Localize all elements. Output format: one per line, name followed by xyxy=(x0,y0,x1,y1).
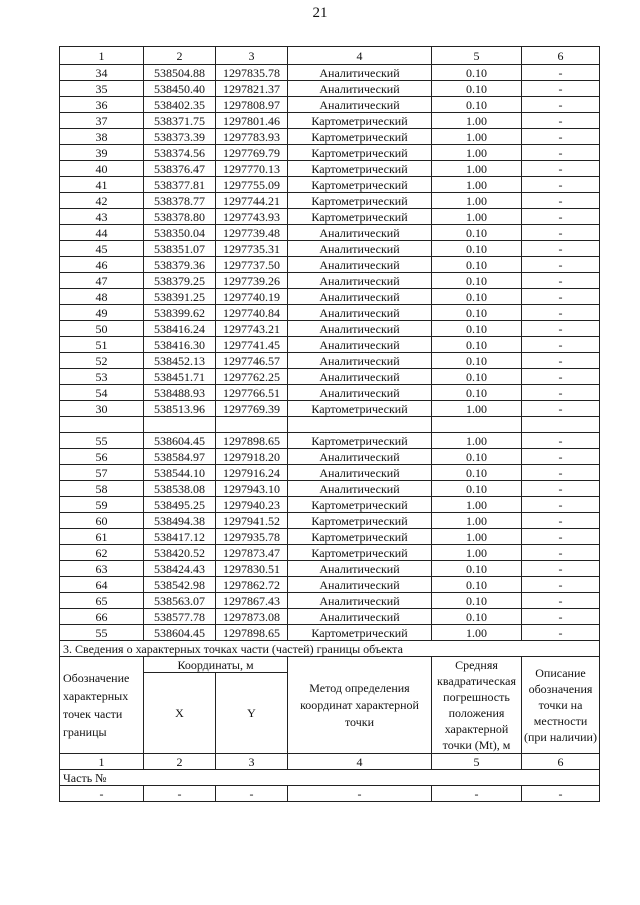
table-cell: 0.10 xyxy=(432,465,522,481)
table-cell: 1297898.65 xyxy=(216,625,288,641)
description-header: Описание обозначения точки на местности (при наличии) xyxy=(522,657,600,754)
table-cell: 1297801.46 xyxy=(216,113,288,129)
table-cell: 1.00 xyxy=(432,177,522,193)
table-cell xyxy=(432,417,522,433)
table-cell: - xyxy=(522,433,600,449)
table-cell: 1297743.93 xyxy=(216,209,288,225)
table-header-cell: 1 xyxy=(60,47,144,65)
page-number: 21 xyxy=(312,5,328,21)
table-cell: 1.00 xyxy=(432,209,522,225)
table-cell: Картометрический xyxy=(288,161,432,177)
table-cell: 57 xyxy=(60,465,144,481)
table-cell: 1.00 xyxy=(432,129,522,145)
table-cell: 1297918.20 xyxy=(216,449,288,465)
table-cell: 42 xyxy=(60,193,144,209)
table-cell: Аналитический xyxy=(288,81,432,97)
table-cell: Аналитический xyxy=(288,225,432,241)
table-cell: 538371.75 xyxy=(144,113,216,129)
table-cell: 0.10 xyxy=(432,449,522,465)
table-cell: Аналитический xyxy=(288,65,432,81)
table-cell: - xyxy=(522,786,600,802)
column-number: 2 xyxy=(144,754,216,770)
table-cell: Аналитический xyxy=(288,449,432,465)
table-cell: 538376.47 xyxy=(144,161,216,177)
table-cell: 0.10 xyxy=(432,81,522,97)
table-cell: 538416.24 xyxy=(144,321,216,337)
table-cell: 1297755.09 xyxy=(216,177,288,193)
table-cell: 1297821.37 xyxy=(216,81,288,97)
table-row xyxy=(60,481,600,497)
table-cell: 0.10 xyxy=(432,65,522,81)
table-cell: 538504.88 xyxy=(144,65,216,81)
table-row xyxy=(60,577,600,593)
table-row xyxy=(60,465,600,481)
table-cell: 538373.39 xyxy=(144,129,216,145)
table-cell: - xyxy=(522,65,600,81)
table-cell: 538513.96 xyxy=(144,401,216,417)
point-name-header: Обозначение характерных точек части границы xyxy=(60,657,144,754)
table-cell: 1.00 xyxy=(432,113,522,129)
table-cell: Картометрический xyxy=(288,513,432,529)
table-cell: 1297744.21 xyxy=(216,193,288,209)
table-header-cell: 4 xyxy=(288,47,432,65)
table-cell: - xyxy=(432,786,522,802)
table-cell: Картометрический xyxy=(288,113,432,129)
table-cell: 538402.35 xyxy=(144,97,216,113)
table-cell: 538379.36 xyxy=(144,257,216,273)
table-cell: - xyxy=(522,81,600,97)
table-cell: 1297783.93 xyxy=(216,129,288,145)
table-cell: - xyxy=(522,577,600,593)
table-cell: Аналитический xyxy=(288,353,432,369)
table-cell: - xyxy=(522,161,600,177)
table-cell: 538351.07 xyxy=(144,241,216,257)
table-cell: 538391.25 xyxy=(144,289,216,305)
table-cell: 538424.43 xyxy=(144,561,216,577)
table-cell: Аналитический xyxy=(288,97,432,113)
table-cell: 63 xyxy=(60,561,144,577)
table-cell: - xyxy=(60,786,144,802)
table-cell: Картометрический xyxy=(288,177,432,193)
table-cell: 30 xyxy=(60,401,144,417)
table-cell: - xyxy=(522,321,600,337)
table-row xyxy=(60,97,600,113)
table-cell: Аналитический xyxy=(288,609,432,625)
table-cell: 0.10 xyxy=(432,561,522,577)
table-row xyxy=(60,225,600,241)
table-cell: 0.10 xyxy=(432,289,522,305)
coordinates-table xyxy=(59,46,600,802)
table-cell: - xyxy=(522,561,600,577)
table-cell: - xyxy=(522,401,600,417)
table-row xyxy=(60,353,600,369)
column-number: 3 xyxy=(216,754,288,770)
table-cell xyxy=(60,417,144,433)
table-cell: 37 xyxy=(60,113,144,129)
table-cell: 0.10 xyxy=(432,369,522,385)
table-cell: 50 xyxy=(60,321,144,337)
table-row xyxy=(60,337,600,353)
table-cell: 56 xyxy=(60,449,144,465)
table-cell: - xyxy=(144,786,216,802)
table-cell: 538538.08 xyxy=(144,481,216,497)
table-cell: - xyxy=(522,337,600,353)
coordinates-table-body xyxy=(60,47,600,802)
table-cell: 538374.56 xyxy=(144,145,216,161)
table-cell: Картометрический xyxy=(288,209,432,225)
section-header-row xyxy=(60,657,600,673)
table-cell: 1297769.79 xyxy=(216,145,288,161)
table-cell: Аналитический xyxy=(288,465,432,481)
table-row xyxy=(60,385,600,401)
y-header: Y xyxy=(216,673,288,754)
table-cell: 1297762.25 xyxy=(216,369,288,385)
table-cell: 1297898.65 xyxy=(216,433,288,449)
accuracy-header: Средняя квадратическая погрешность положения характерной точки (Mt), м xyxy=(432,657,522,754)
table-cell: 1297743.21 xyxy=(216,321,288,337)
table-cell: - xyxy=(522,97,600,113)
table-cell: 43 xyxy=(60,209,144,225)
table-cell: 538488.93 xyxy=(144,385,216,401)
table-cell: - xyxy=(522,273,600,289)
table-cell: 1297873.08 xyxy=(216,609,288,625)
table-cell: 1297862.72 xyxy=(216,577,288,593)
table-cell: 538577.78 xyxy=(144,609,216,625)
table-cell: Аналитический xyxy=(288,305,432,321)
table-row xyxy=(60,129,600,145)
table-cell: Аналитический xyxy=(288,385,432,401)
table-row xyxy=(60,561,600,577)
table-cell: - xyxy=(522,481,600,497)
table-row xyxy=(60,497,600,513)
coordinates-header: Координаты, м xyxy=(144,657,288,673)
table-cell: Картометрический xyxy=(288,529,432,545)
table-cell: - xyxy=(522,145,600,161)
table-cell: 47 xyxy=(60,273,144,289)
table-cell: 538451.71 xyxy=(144,369,216,385)
table-cell: 538450.40 xyxy=(144,81,216,97)
table-cell: - xyxy=(522,193,600,209)
table-cell: 538584.97 xyxy=(144,449,216,465)
column-number: 5 xyxy=(432,754,522,770)
table-cell: Аналитический xyxy=(288,289,432,305)
table-cell: 0.10 xyxy=(432,305,522,321)
table-cell: 0.10 xyxy=(432,97,522,113)
table-cell: 40 xyxy=(60,161,144,177)
table-cell: 1297867.43 xyxy=(216,593,288,609)
table-cell: 60 xyxy=(60,513,144,529)
table-cell xyxy=(144,417,216,433)
table-row xyxy=(60,529,600,545)
table-cell: 1297808.97 xyxy=(216,97,288,113)
table-cell: - xyxy=(522,209,600,225)
table-cell: Картометрический xyxy=(288,145,432,161)
table-cell: 1.00 xyxy=(432,625,522,641)
table-cell: 41 xyxy=(60,177,144,193)
table-cell: 59 xyxy=(60,497,144,513)
table-cell: 0.10 xyxy=(432,273,522,289)
table-cell: 1297769.39 xyxy=(216,401,288,417)
table-cell: 62 xyxy=(60,545,144,561)
table-row xyxy=(60,289,600,305)
table-cell: 538379.25 xyxy=(144,273,216,289)
table-cell: 0.10 xyxy=(432,321,522,337)
table-cell: 0.10 xyxy=(432,241,522,257)
table-cell: 1297740.84 xyxy=(216,305,288,321)
table-cell: 36 xyxy=(60,97,144,113)
table-cell: 1.00 xyxy=(432,193,522,209)
section-title: 3. Сведения о характерных точках части (частей) границы объекта xyxy=(60,641,600,657)
table-cell: Аналитический xyxy=(288,593,432,609)
table-cell: - xyxy=(522,353,600,369)
table-cell: Аналитический xyxy=(288,321,432,337)
table-cell: 39 xyxy=(60,145,144,161)
table-cell: - xyxy=(522,609,600,625)
table-cell: 1.00 xyxy=(432,529,522,545)
table-cell: 38 xyxy=(60,129,144,145)
table-cell: 538377.81 xyxy=(144,177,216,193)
table-cell: 65 xyxy=(60,593,144,609)
table-cell: 1297737.50 xyxy=(216,257,288,273)
column-number: 6 xyxy=(522,754,600,770)
table-cell: - xyxy=(522,305,600,321)
table-cell: - xyxy=(522,225,600,241)
table-cell: 1.00 xyxy=(432,513,522,529)
table-cell: 35 xyxy=(60,81,144,97)
table-cell: 55 xyxy=(60,433,144,449)
table-cell: 46 xyxy=(60,257,144,273)
table-row xyxy=(60,161,600,177)
table-cell: - xyxy=(522,625,600,641)
table-cell: Аналитический xyxy=(288,241,432,257)
table-cell: 1297916.24 xyxy=(216,465,288,481)
table-cell: 45 xyxy=(60,241,144,257)
table-cell: Аналитический xyxy=(288,561,432,577)
table-cell: 0.10 xyxy=(432,337,522,353)
table-cell: 0.10 xyxy=(432,353,522,369)
part-label: Часть № xyxy=(60,770,600,786)
table-cell: 54 xyxy=(60,385,144,401)
table-cell: 538378.80 xyxy=(144,209,216,225)
table-header-row xyxy=(60,47,600,65)
table-cell: 48 xyxy=(60,289,144,305)
table-cell: 1297940.23 xyxy=(216,497,288,513)
table-cell: 61 xyxy=(60,529,144,545)
table-row xyxy=(60,145,600,161)
table-header-cell: 5 xyxy=(432,47,522,65)
table-cell: 538604.45 xyxy=(144,433,216,449)
table-row xyxy=(60,321,600,337)
table-cell: Картометрический xyxy=(288,433,432,449)
table-cell: - xyxy=(522,497,600,513)
table-row xyxy=(60,113,600,129)
table-cell xyxy=(216,417,288,433)
table-cell: 64 xyxy=(60,577,144,593)
table-row xyxy=(60,417,600,433)
section-title-row xyxy=(60,641,600,657)
table-cell: 0.10 xyxy=(432,593,522,609)
table-cell: Аналитический xyxy=(288,481,432,497)
table-cell: Картометрический xyxy=(288,545,432,561)
table-row xyxy=(60,449,600,465)
table-cell: - xyxy=(216,786,288,802)
table-cell: 1.00 xyxy=(432,433,522,449)
table-row xyxy=(60,786,600,802)
table-cell: 0.10 xyxy=(432,257,522,273)
part-label-row xyxy=(60,770,600,786)
table-cell: Аналитический xyxy=(288,369,432,385)
table-cell: 58 xyxy=(60,481,144,497)
table-cell: 52 xyxy=(60,353,144,369)
table-cell: Аналитический xyxy=(288,257,432,273)
table-cell: - xyxy=(522,385,600,401)
table-row xyxy=(60,257,600,273)
table-row xyxy=(60,241,600,257)
table-row xyxy=(60,305,600,321)
table-cell: 1297741.45 xyxy=(216,337,288,353)
table-cell: - xyxy=(522,289,600,305)
table-cell: 0.10 xyxy=(432,609,522,625)
table-cell: Картометрический xyxy=(288,625,432,641)
table-cell: 1297935.78 xyxy=(216,529,288,545)
table-row xyxy=(60,273,600,289)
x-header: X xyxy=(144,673,216,754)
table-cell: - xyxy=(522,465,600,481)
table-cell: - xyxy=(522,593,600,609)
table-cell: 1.00 xyxy=(432,161,522,177)
table-cell: - xyxy=(522,177,600,193)
table-header-cell: 3 xyxy=(216,47,288,65)
table-row xyxy=(60,193,600,209)
table-cell: 1297740.19 xyxy=(216,289,288,305)
table-cell: - xyxy=(522,545,600,561)
table-cell: 1.00 xyxy=(432,497,522,513)
table-row xyxy=(60,545,600,561)
table-cell: 1.00 xyxy=(432,145,522,161)
table-cell: Картометрический xyxy=(288,129,432,145)
table-row xyxy=(60,209,600,225)
table-cell: 538542.98 xyxy=(144,577,216,593)
table-cell: 44 xyxy=(60,225,144,241)
table-cell: 1297739.48 xyxy=(216,225,288,241)
table-cell: Картометрический xyxy=(288,193,432,209)
table-cell: 538399.62 xyxy=(144,305,216,321)
table-row xyxy=(60,177,600,193)
table-cell: 1297830.51 xyxy=(216,561,288,577)
table-cell: 538604.45 xyxy=(144,625,216,641)
table-cell: 1297835.78 xyxy=(216,65,288,81)
table-cell: - xyxy=(288,786,432,802)
table-cell: - xyxy=(522,113,600,129)
table-cell: - xyxy=(522,257,600,273)
table-cell: 1297766.51 xyxy=(216,385,288,401)
table-cell: - xyxy=(522,369,600,385)
table-cell: 538416.30 xyxy=(144,337,216,353)
table-cell: 538494.38 xyxy=(144,513,216,529)
table-row xyxy=(60,65,600,81)
table-cell: 55 xyxy=(60,625,144,641)
table-cell: Картометрический xyxy=(288,497,432,513)
table-cell: 538563.07 xyxy=(144,593,216,609)
table-cell: 1297746.57 xyxy=(216,353,288,369)
column-number: 1 xyxy=(60,754,144,770)
table-cell xyxy=(522,417,600,433)
table-cell: 538378.77 xyxy=(144,193,216,209)
method-header: Метод определения координат характерной точки xyxy=(288,657,432,754)
table-cell: 1297770.13 xyxy=(216,161,288,177)
table-cell: 0.10 xyxy=(432,577,522,593)
table-header-cell: 2 xyxy=(144,47,216,65)
table-cell: 49 xyxy=(60,305,144,321)
table-cell: 1.00 xyxy=(432,545,522,561)
table-row xyxy=(60,513,600,529)
table-cell: 1297735.31 xyxy=(216,241,288,257)
column-number: 4 xyxy=(288,754,432,770)
table-cell xyxy=(288,417,432,433)
table-cell: 538420.52 xyxy=(144,545,216,561)
table-cell: 1.00 xyxy=(432,401,522,417)
table-cell: Картометрический xyxy=(288,401,432,417)
table-cell: Аналитический xyxy=(288,577,432,593)
table-cell: 0.10 xyxy=(432,225,522,241)
table-row xyxy=(60,625,600,641)
table-cell: 538452.13 xyxy=(144,353,216,369)
table-cell: 0.10 xyxy=(432,385,522,401)
table-cell: - xyxy=(522,513,600,529)
table-cell: Аналитический xyxy=(288,337,432,353)
table-cell: 34 xyxy=(60,65,144,81)
table-row xyxy=(60,81,600,97)
table-row xyxy=(60,369,600,385)
table-cell: 0.10 xyxy=(432,481,522,497)
table-cell: 538417.12 xyxy=(144,529,216,545)
table-cell: 66 xyxy=(60,609,144,625)
table-cell: 1297943.10 xyxy=(216,481,288,497)
table-cell: - xyxy=(522,529,600,545)
table-row xyxy=(60,593,600,609)
table-cell: - xyxy=(522,241,600,257)
table-header-cell: 6 xyxy=(522,47,600,65)
table-cell: 538495.25 xyxy=(144,497,216,513)
table-cell: 538350.04 xyxy=(144,225,216,241)
table-cell: 51 xyxy=(60,337,144,353)
table-cell: - xyxy=(522,449,600,465)
table-cell: 1297873.47 xyxy=(216,545,288,561)
table-row xyxy=(60,609,600,625)
table-cell: Аналитический xyxy=(288,273,432,289)
table-cell: 1297941.52 xyxy=(216,513,288,529)
column-numbers-row xyxy=(60,754,600,770)
table-cell: 1297739.26 xyxy=(216,273,288,289)
table-cell: 53 xyxy=(60,369,144,385)
table-row xyxy=(60,433,600,449)
table-row xyxy=(60,401,600,417)
table-cell: 538544.10 xyxy=(144,465,216,481)
table-cell: - xyxy=(522,129,600,145)
